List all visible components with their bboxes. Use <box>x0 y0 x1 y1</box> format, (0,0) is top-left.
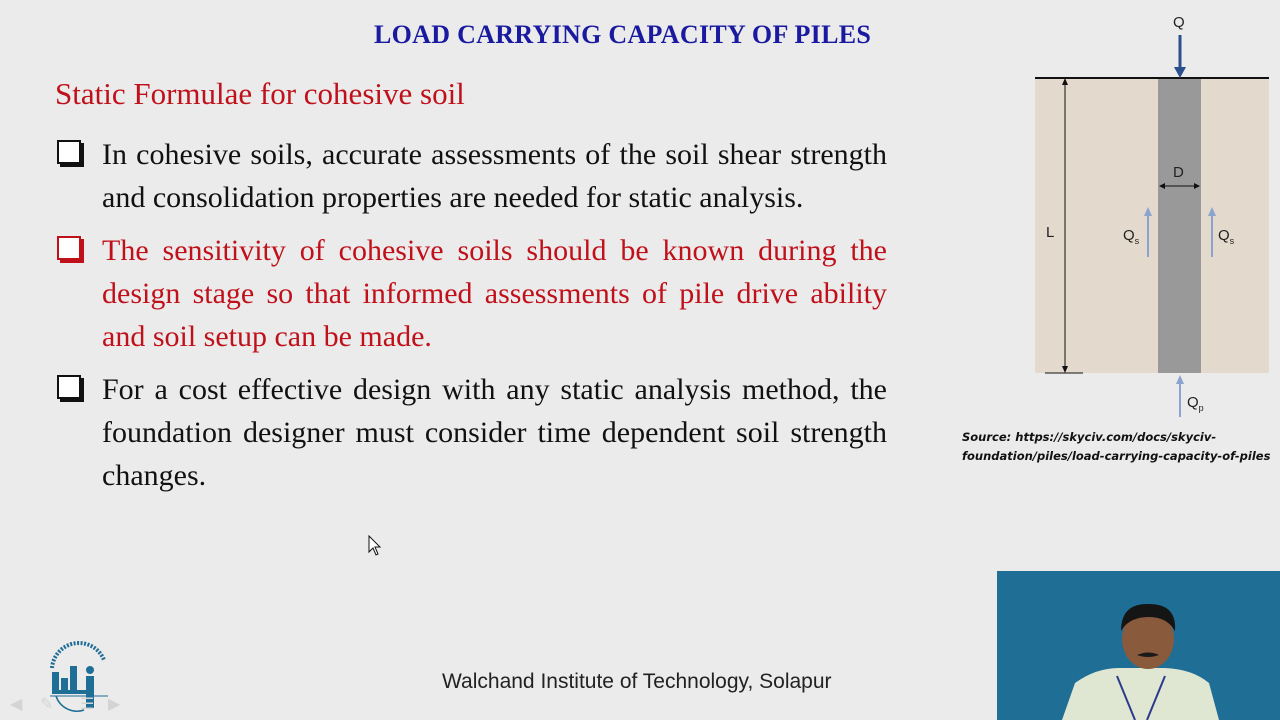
bullet-text: In cohesive soils, accurate assessments of the soil shear strength and consolidation properties are needed for static analysis. <box>102 138 887 214</box>
next-slide-icon[interactable]: ▶ <box>108 696 121 713</box>
pile-diagram <box>1030 5 1280 425</box>
bullet-item <box>55 133 887 219</box>
pen-tool-icon[interactable]: ✎ <box>40 696 54 713</box>
bullet-item <box>55 229 887 358</box>
length-label: L <box>1046 224 1055 241</box>
diameter-label: D <box>1173 164 1184 181</box>
svg-text:Qs: $Q_s$ <box>1218 227 1235 246</box>
slide-title: LOAD CARRYING CAPACITY OF PILES <box>374 20 872 49</box>
institute-logo-icon <box>44 638 114 714</box>
checkbox-bullet-icon <box>57 375 81 399</box>
svg-text:Qp: $Q_p$ <box>1187 394 1204 413</box>
presenter-video <box>997 571 1280 720</box>
mouse-cursor-icon <box>368 535 382 557</box>
svg-text:Qs: $Q_s$ <box>1123 227 1140 246</box>
image-source-citation: Source: https://skyciv.com/docs/skyciv- foundation/piles/load-carrying-capacity-of-piles <box>962 430 1271 463</box>
bullet-text: The sensitivity of cohesive soils should be known during the design stage so that informed assessments of pile drive ability and soil setup can be made. <box>102 234 887 353</box>
bullet-item <box>55 368 887 497</box>
slide-subtitle: Static Formulae for cohesive soil <box>55 76 465 111</box>
institute-footer: Walchand Institute of Technology, Solapur <box>442 670 832 693</box>
checkbox-bullet-icon <box>57 140 81 164</box>
presenter-figure-icon <box>997 571 1280 720</box>
bullet-text: For a cost effective design with any static analysis method, the foundation designer must consider time dependent soil strength changes. <box>102 373 887 492</box>
checkbox-bullet-icon <box>57 236 81 260</box>
slide-menu-icon[interactable]: ☰ <box>80 696 95 713</box>
bullet-list <box>55 133 887 507</box>
load-label: Q <box>1173 14 1185 31</box>
previous-slide-icon[interactable]: ◀ <box>10 696 23 713</box>
